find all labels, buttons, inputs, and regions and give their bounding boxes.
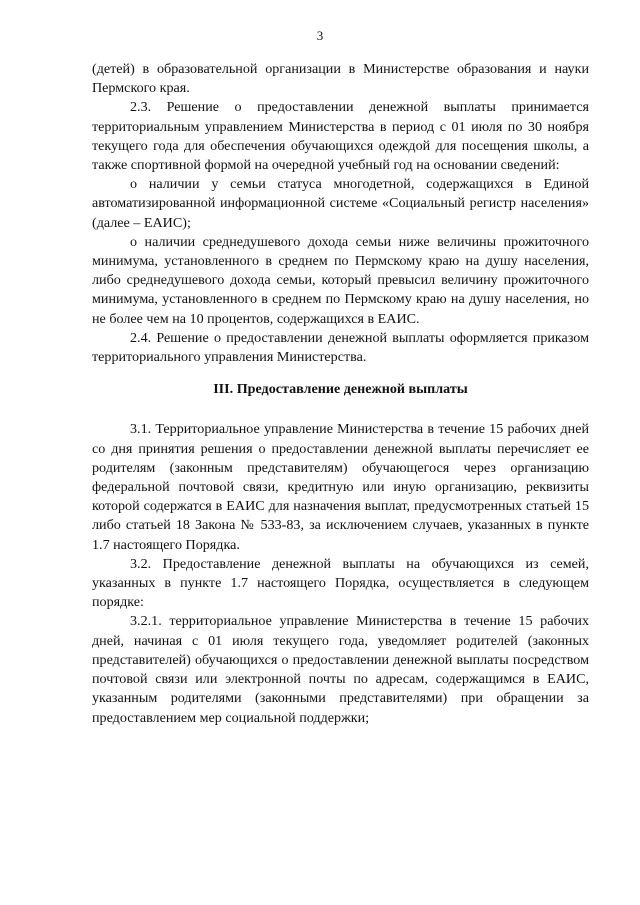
paragraph-3-2-1: 3.2.1. территориальное управление Министерства в течение 15 рабочих дней, начиная с 01 июля текущего года, уведомляет родителей (законных представителей) обучающихся о предоставлении денежной выплаты посредством почтовой связи или электронной почты по адресам, содержащимся в ЕАИС, указанным родителями (законными представителями) при обращении за предоставлением мер социальной поддержки; [92,613,589,726]
paragraph-continuation: (детей) в образовательной организации в Министерстве образования и науки Пермского края. [92,61,589,97]
paragraph-2-3: 2.3. Решение о предоставлении денежной выплаты принимается территориальным управлением Министерства в период с 01 июля по 30 ноября текущего года для обеспечения обучающихся одеждой для посещения школы, а также спортивной формой на очередной учебный год на основании сведений: [92,99,589,174]
paragraph-large-family: о наличии у семьи статуса многодетной, содержащихся в Единой автоматизированной информационной системе «Социальный регистр населения» (далее – ЕАИС); [92,176,589,231]
paragraph-income: о наличии среднедушевого дохода семьи ниже величины прожиточного минимума, установленного в среднем по Пермскому краю на душу населения, либо среднедушевого дохода семьи, который превысил величину прожиточного минимума, установленного в среднем по Пермскому краю на душу населения, но не более чем на 10 процентов, содержащихся в ЕАИС. [92,233,589,327]
paragraph-2-4: 2.4. Решение о предоставлении денежной выплаты оформляется приказом территориального управления Министерства. [92,329,589,366]
section-heading: III. Предоставление денежной выплаты [213,381,468,398]
document-body [92,60,589,728]
page-number: 3 [316,28,324,43]
paragraph-3-2: 3.2. Предоставление денежной выплаты на обучающихся из семей, указанных в пункте 1.7 настоящего Порядка, осуществляется в следующем порядке: [92,555,589,611]
paragraph-3-1: 3.1. Территориальное управление Министерства в течение 15 рабочих дней со дня принятия решения о предоставлении денежной выплаты перечисляет ее родителям (законным представителям) обучающегося через организацию федеральной почтовой связи, кредитную или иную организацию, реквизиты которой содержатся в ЕАИС для назначения выплат, предусмотренных статьей 15 либо статьей 18 Закона № 533-83, за исключением случаев, указанных в пункте 1.7 настоящего Порядка. [92,421,589,553]
